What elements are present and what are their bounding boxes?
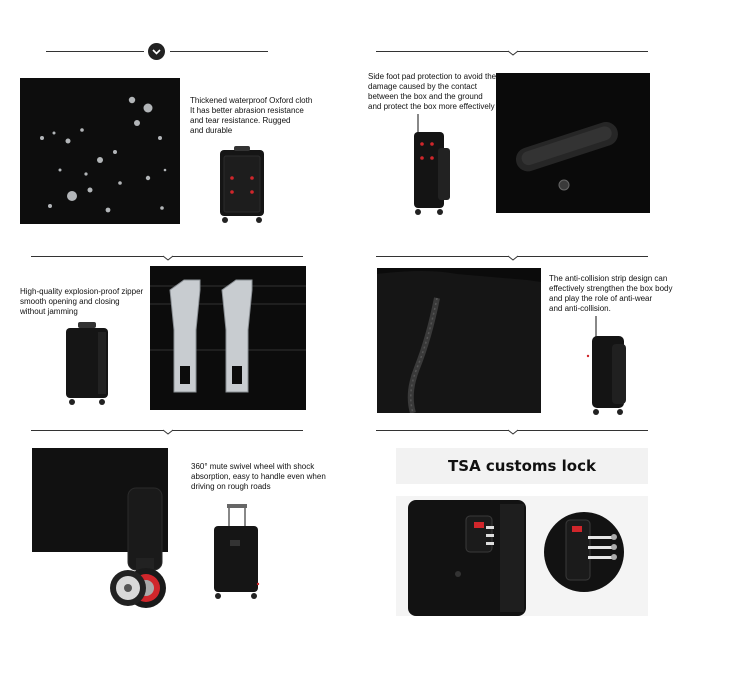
scroll-down-button[interactable]: [148, 43, 165, 60]
anti-collision-strip-photo: [377, 268, 541, 413]
suitcase-three-quarter-image: [62, 322, 112, 408]
zipper-caption: High-quality explosion-proof zipper smooth opening and closing without jamming: [20, 287, 144, 316]
divider-notch: [163, 251, 173, 261]
divider-notch: [508, 46, 518, 56]
strip-caption: The anti-collision strip design can effectively strengthen the box body and play the role of anti-wear and anti-collision.: [549, 274, 673, 313]
divider-notch: [508, 251, 518, 261]
tsa-lock-title: TSA customs lock: [448, 457, 596, 475]
waterproof-fabric-photo: [20, 78, 180, 224]
footpad-caption: Side foot pad protection to avoid the damage caused by the contact between the box and the ground and protect the box more effectively: [368, 72, 497, 111]
suitcase-profile-image: [582, 316, 632, 418]
top-divider-right: [170, 51, 268, 52]
suitcase-upright-image: [210, 504, 266, 600]
zipper-pulls-photo: [150, 266, 306, 410]
oxford-caption: Thickened waterproof Oxford cloth It has better abrasion resistance and tear resistance. Rugged and durable: [190, 96, 313, 135]
wheel-caption: 360° mute swivel wheel with shock absorption, easy to handle even when driving on rough roads: [191, 462, 326, 491]
tsa-lock-photo: [396, 496, 648, 616]
divider-notch: [163, 425, 173, 435]
tsa-lock-banner: [396, 448, 648, 484]
swivel-wheel-photo: [32, 448, 168, 613]
foot-pad-photo: [496, 73, 650, 213]
chevron-down-icon: [148, 43, 165, 60]
suitcase-front-image: [214, 144, 270, 226]
suitcase-side-image: [410, 112, 454, 216]
divider-notch: [508, 425, 518, 435]
top-divider-left: [46, 51, 144, 52]
